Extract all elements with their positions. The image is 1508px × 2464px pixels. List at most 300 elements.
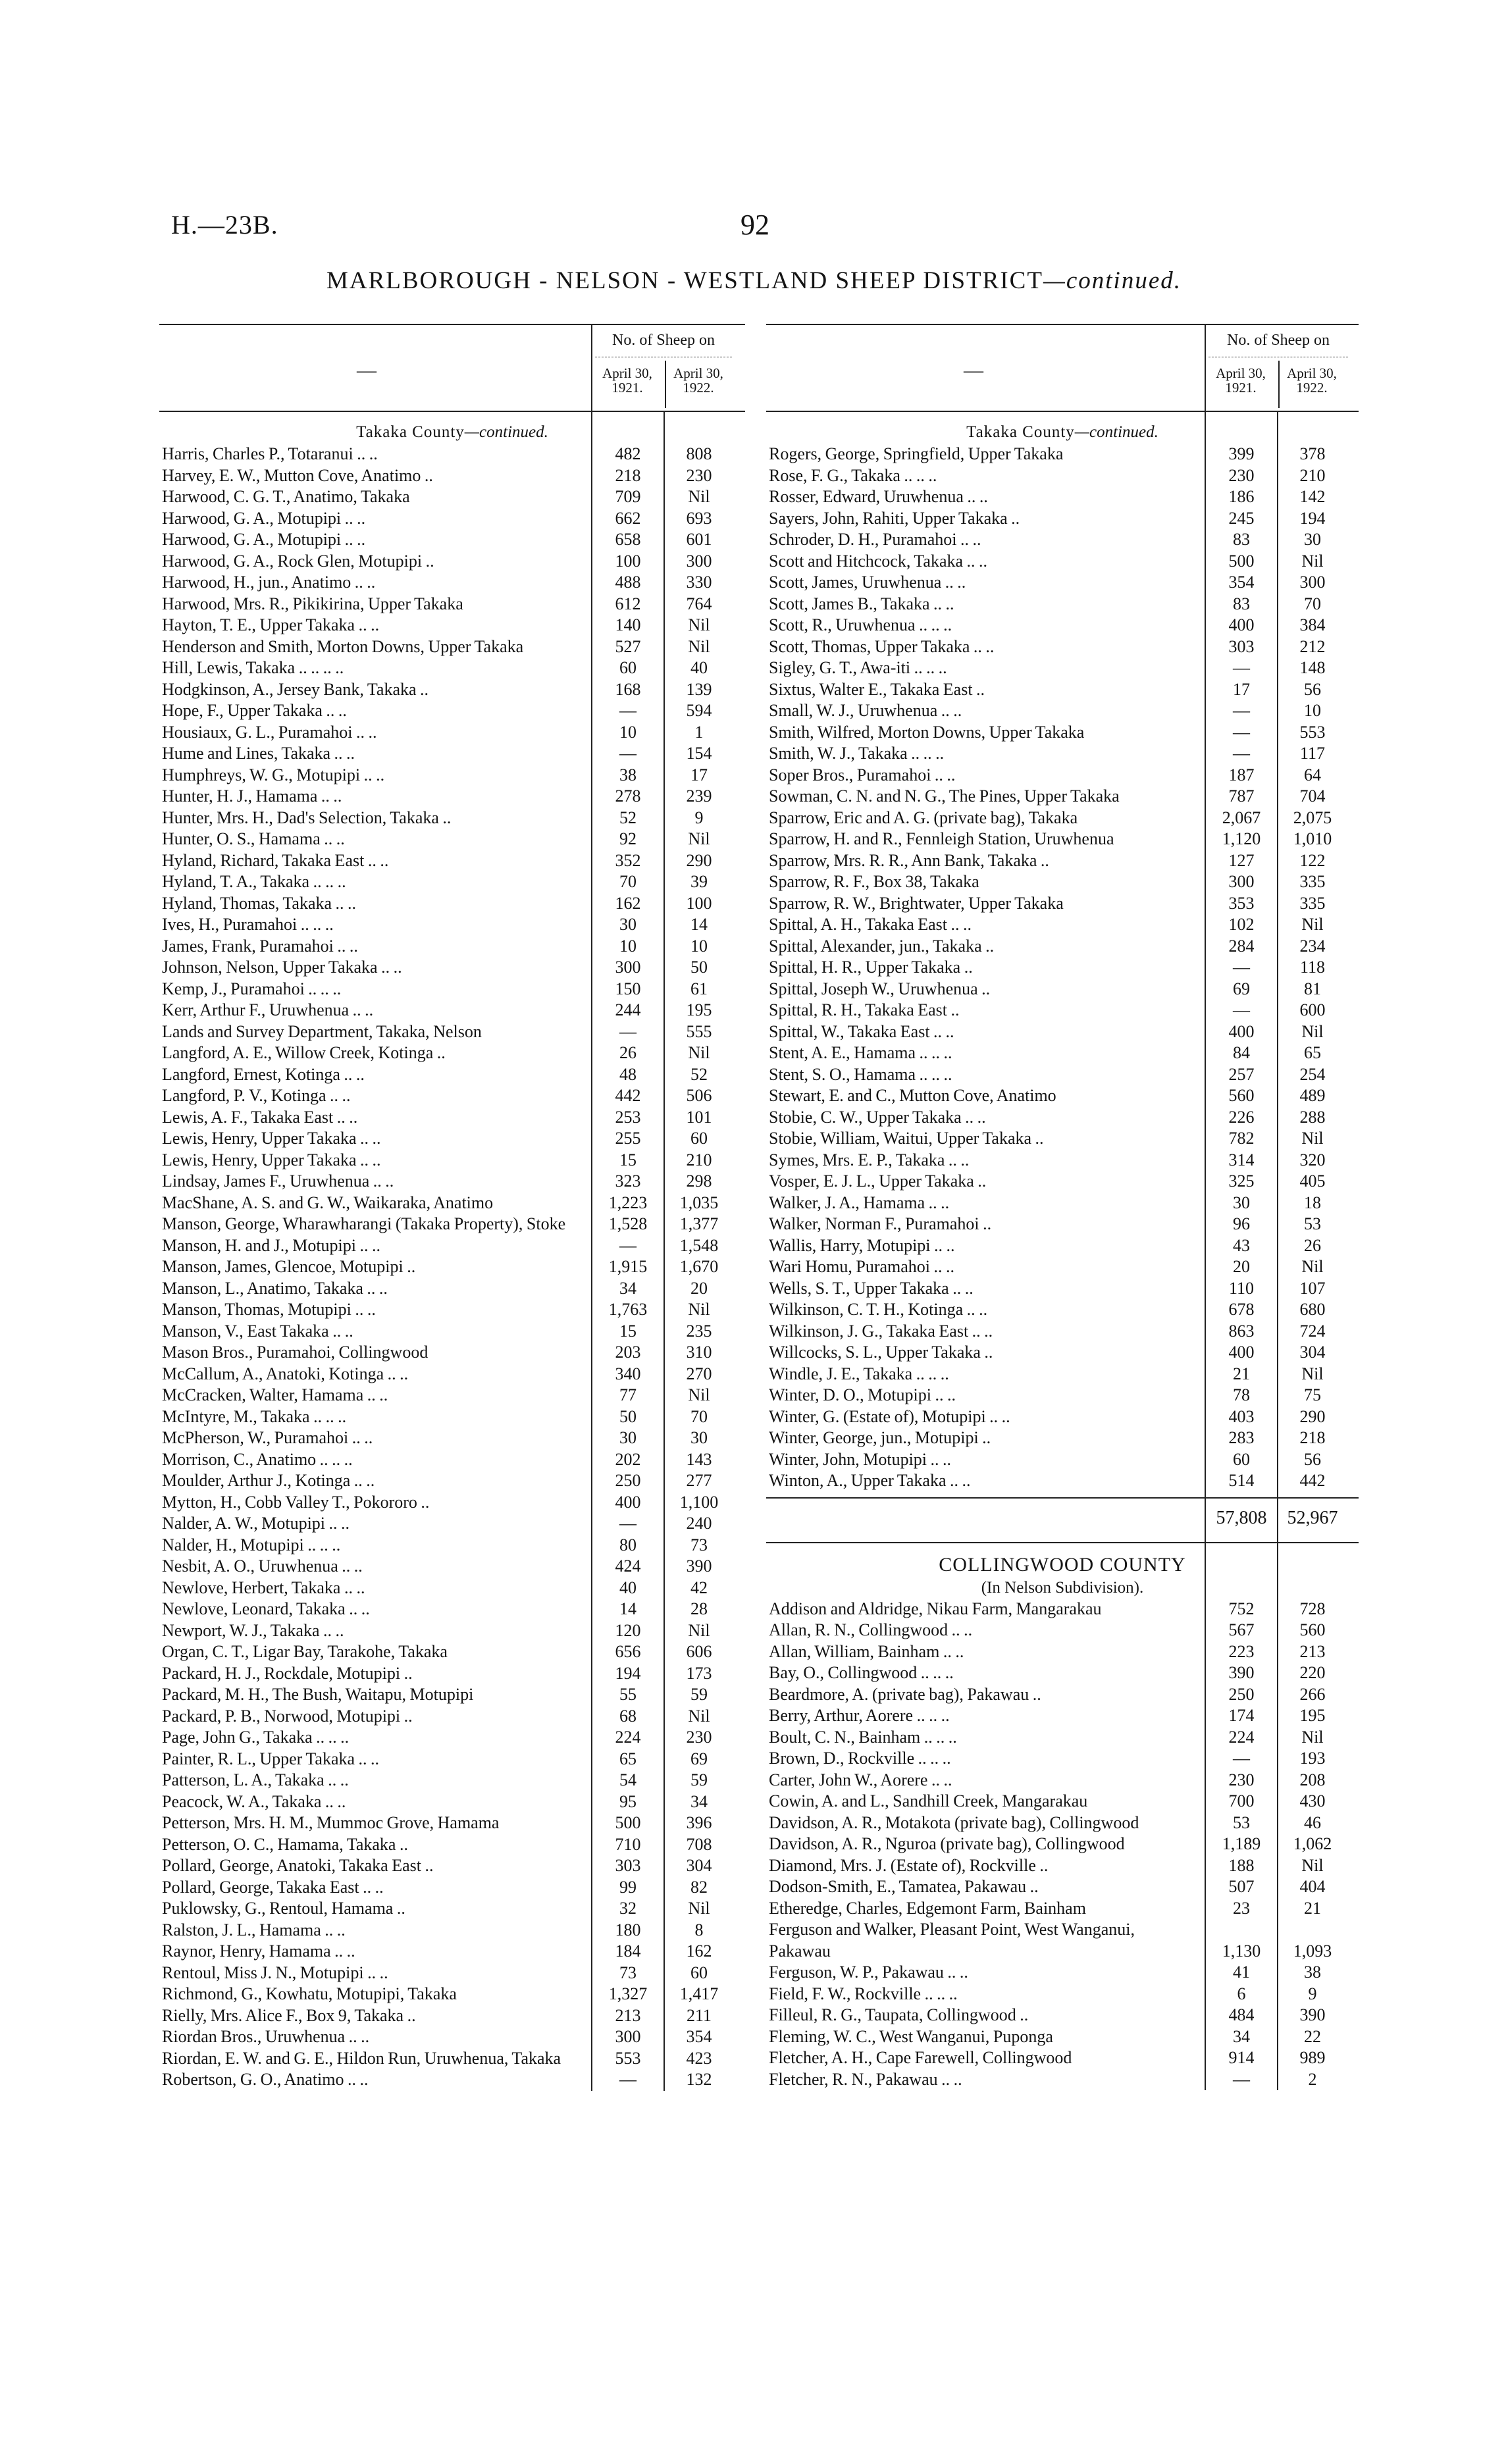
table-row (159, 871, 745, 893)
sheep-1921: 218 (615, 465, 641, 485)
sheep-1922: 17 (690, 765, 708, 784)
sheep-1922: 430 (1299, 1791, 1326, 1810)
sheep-1921: — (619, 1514, 637, 1533)
sheep-1922: 195 (686, 1000, 712, 1019)
table-row (766, 1128, 1359, 1150)
sheep-1921: 15 (619, 1150, 637, 1169)
sheep-1921: 253 (615, 1107, 641, 1127)
total-1922: 52,967 (1287, 1507, 1338, 1528)
table-row (159, 1364, 745, 1385)
sheep-1921: 400 (1228, 1021, 1255, 1041)
table-row (766, 1984, 1359, 2005)
table-row (766, 743, 1359, 765)
sheep-1922: Nil (1301, 915, 1324, 934)
sheep-1921: 553 (615, 2048, 641, 2068)
sheep-1921: 26 (619, 1043, 637, 1062)
page-number: 92 (741, 209, 769, 241)
sheep-1921: 100 (615, 551, 641, 571)
sheep-1922: 290 (686, 850, 712, 870)
sheep-1922: 680 (1299, 1300, 1326, 1319)
table-row (159, 1641, 745, 1663)
sheep-1921: 1,915 (608, 1257, 648, 1276)
table-row (766, 486, 1359, 508)
holder-name: Boult, C. N., Bainham .. .. .. (769, 1727, 957, 1747)
sheep-1921: 43 (1233, 1235, 1250, 1255)
sheep-1921: 83 (1233, 594, 1250, 613)
sheep-1921: 1,528 (608, 1214, 648, 1233)
table-row (766, 1898, 1359, 1920)
sheep-1921: 224 (615, 1728, 641, 1747)
sheep-1921: 403 (1228, 1406, 1255, 1426)
table-row (766, 1599, 1359, 1620)
sheep-1922: 335 (1299, 893, 1326, 913)
table-row (766, 1342, 1359, 1364)
sheep-1922: 8 (694, 1920, 704, 1939)
holder-name: Hunter, H. J., Hamama .. .. (162, 786, 342, 806)
sheep-1921: 60 (1233, 1449, 1250, 1469)
sheep-1921: 187 (1228, 765, 1255, 784)
sheep-count-group-header (1205, 325, 1351, 411)
sheep-1922: Nil (688, 1620, 710, 1640)
holder-name: Winter, D. O., Motupipi .. .. (769, 1385, 956, 1404)
holder-name: Sparrow, Mrs. R. R., Ann Bank, Takaka .. (769, 850, 1049, 870)
sheep-1921: 752 (1228, 1599, 1255, 1618)
sheep-1922: 82 (690, 1877, 708, 1897)
sheep-1922: 218 (1299, 1428, 1326, 1447)
sheep-1922: 38 (1304, 1963, 1321, 1982)
holder-name: Harvey, E. W., Mutton Cove, Anatimo .. (162, 465, 433, 485)
sheep-1922: 808 (686, 444, 712, 463)
sheep-1922: 193 (1299, 1749, 1326, 1768)
sheep-1922: 118 (1299, 958, 1326, 977)
table-row (159, 1321, 745, 1343)
table-row (159, 1385, 745, 1406)
table-row (159, 1427, 745, 1449)
holder-name: Field, F. W., Rockville .. .. .. (769, 1984, 958, 2003)
sheep-1921: 30 (619, 1428, 637, 1447)
sheep-1922: Nil (688, 636, 710, 656)
holder-name: Puklowsky, G., Rentoul, Hamama .. (162, 1899, 405, 1918)
table-row (766, 679, 1359, 701)
sheep-1921: 283 (1228, 1428, 1255, 1447)
table-row (766, 1299, 1359, 1321)
sheep-1922: 230 (686, 1728, 712, 1747)
sheep-1921: 14 (619, 1599, 637, 1618)
holder-name: Packard, H. J., Rockdale, Motupipi .. (162, 1663, 413, 1683)
holder-name: Vosper, E. J. L., Upper Takaka .. (769, 1171, 987, 1191)
table-header (766, 324, 1359, 412)
holder-name: Sparrow, Eric and A. G. (private bag), Takaka (769, 808, 1078, 827)
table-row (766, 1256, 1359, 1278)
table-row (766, 1620, 1359, 1641)
table-row (766, 1107, 1359, 1129)
sheep-1922: 266 (1299, 1684, 1326, 1704)
sheep-1921: 658 (615, 530, 641, 549)
sheep-1922: 724 (1299, 1321, 1326, 1341)
sheep-1922: Nil (1301, 551, 1324, 571)
sheep-1921: 186 (1228, 487, 1255, 506)
sheep-1921: 34 (619, 1278, 637, 1298)
holder-name: Patterson, L. A., Takaka .. .. (162, 1770, 349, 1789)
sheep-1921: 38 (619, 765, 637, 784)
holder-name: Scott and Hitchcock, Takaka .. .. (769, 551, 988, 571)
sheep-1922: 277 (686, 1471, 712, 1490)
sheep-1922: 59 (690, 1685, 708, 1704)
table-row (159, 1342, 745, 1364)
holder-name: Manson, V., East Takaka .. .. (162, 1321, 353, 1341)
table-row (766, 657, 1359, 679)
sheep-1922: 101 (686, 1107, 712, 1127)
holder-name: Soper Bros., Puramahoi .. .. (769, 765, 956, 784)
table-row (159, 2026, 745, 2048)
holder-name: Newport, W. J., Takaka .. .. (162, 1620, 344, 1640)
holder-name: Harwood, H., jun., Anatimo .. .. (162, 573, 376, 592)
sheep-1922: 290 (1299, 1406, 1326, 1426)
table-row (159, 1898, 745, 1920)
sheep-1921: 390 (1228, 1663, 1255, 1682)
table-row (159, 1064, 745, 1086)
table-row (159, 743, 745, 765)
sheep-1921: 1,189 (1222, 1834, 1261, 1853)
sheep-1922: 70 (690, 1406, 708, 1426)
table-row (766, 1321, 1359, 1343)
sheep-1922: 154 (686, 744, 712, 763)
table-row (766, 2069, 1359, 2091)
sheep-1922: 211 (686, 2005, 712, 2025)
table-row (766, 1000, 1359, 1021)
sheep-1921: 188 (1228, 1855, 1255, 1875)
sheep-1922: 30 (1304, 530, 1321, 549)
sheep-1922: 704 (1299, 786, 1326, 806)
table-row (159, 722, 745, 744)
sheep-1922: 64 (1304, 765, 1321, 784)
sheep-1921: 250 (1228, 1684, 1255, 1704)
sheep-1922: 989 (1299, 2048, 1326, 2067)
sheep-1922: 2 (1308, 2069, 1317, 2089)
sheep-1922: 1,417 (679, 1984, 719, 2003)
sheep-1921: 162 (615, 893, 641, 913)
sheep-1921: 30 (619, 915, 637, 934)
sheep-1921: 96 (1233, 1214, 1250, 1233)
holder-name: Beardmore, A. (private bag), Pakawau .. (769, 1684, 1041, 1704)
sheep-1921: 612 (615, 594, 641, 613)
sheep-1922: 298 (686, 1171, 712, 1191)
sheep-1921: 34 (1233, 2026, 1250, 2046)
sheep-1921: 203 (615, 1343, 641, 1362)
table-row (159, 2005, 745, 2027)
table-row (766, 1150, 1359, 1171)
sheep-1921: 48 (619, 1064, 637, 1084)
table-row (159, 486, 745, 508)
sheep-1921: 41 (1233, 1963, 1250, 1982)
holder-name: Lewis, Henry, Upper Takaka .. .. (162, 1150, 381, 1169)
county-name: Takaka County (356, 423, 465, 441)
sheep-1922: 213 (1299, 1641, 1326, 1661)
sheep-1921: 303 (1228, 636, 1255, 656)
table-row (766, 1855, 1359, 1877)
sheep-1921: 488 (615, 573, 641, 592)
holder-name: Winter, John, Motupipi .. .. (769, 1449, 952, 1469)
table-row (159, 1449, 745, 1471)
sheep-1921: 77 (619, 1385, 637, 1404)
sheep-1921: 54 (619, 1770, 637, 1789)
sheep-1921: 10 (619, 936, 637, 956)
table-row (159, 765, 745, 786)
holder-name: Spittal, H. R., Upper Takaka .. (769, 958, 973, 977)
table-row (766, 786, 1359, 808)
sheep-1921: 507 (1228, 1877, 1255, 1896)
holder-name: Rogers, George, Springfield, Upper Takaka (769, 444, 1064, 463)
table-row (159, 1749, 745, 1770)
sheep-1921: 69 (1233, 979, 1250, 998)
sheep-1922: 46 (1304, 1812, 1321, 1832)
sheep-1922: 65 (1304, 1043, 1321, 1062)
sheep-1921: 278 (615, 786, 641, 806)
sheep-1921: 80 (619, 1535, 637, 1554)
sheep-1921: 709 (615, 487, 641, 506)
holder-name: Davidson, A. R., Nguroa (private bag), Collingwood (769, 1834, 1125, 1853)
sheep-1921: 255 (615, 1129, 641, 1148)
sheep-1922: 132 (686, 2070, 712, 2089)
sheep-1921: 194 (615, 1663, 641, 1683)
table-row (159, 1599, 745, 1620)
table-row (766, 1962, 1359, 1984)
sheep-1921: 224 (1228, 1727, 1255, 1747)
table-row (766, 1193, 1359, 1214)
table-row (766, 572, 1359, 594)
holder-name: Lands and Survey Department, Takaka, Nelson (162, 1021, 482, 1041)
holder-name: Hyland, T. A., Takaka .. .. .. (162, 872, 346, 891)
name-column-header: — (964, 359, 983, 381)
table-row (159, 1855, 745, 1877)
table-row (159, 1492, 745, 1514)
sheep-1922: 1,010 (1293, 829, 1332, 848)
sheep-1921: 21 (1233, 1364, 1250, 1383)
sheep-1921: 527 (615, 636, 641, 656)
table-row (159, 1556, 745, 1578)
row-list (159, 444, 745, 2091)
sheep-1921: 99 (619, 1877, 637, 1897)
sheep-1921: 424 (615, 1556, 641, 1576)
sheep-1922: 506 (686, 1086, 712, 1105)
table-row (159, 615, 745, 636)
table-row (159, 1963, 745, 1984)
sheep-1921: 84 (1233, 1043, 1250, 1062)
sheep-1921: 213 (615, 2005, 641, 2025)
table-row (159, 1193, 745, 1214)
sheep-1921: 863 (1228, 1321, 1255, 1341)
holder-name: Scott, James, Uruwhenua .. .. (769, 573, 966, 592)
holder-name: Sparrow, H. and R., Fennleigh Station, Uruwhenua (769, 829, 1114, 848)
sheep-1921: 1,763 (608, 1300, 648, 1319)
sheep-1922: 594 (686, 701, 712, 720)
holder-name: Organ, C. T., Ligar Bay, Tarakohe, Takaka (162, 1642, 448, 1661)
holder-name: Pollard, George, Anatoki, Takaka East .. (162, 1856, 434, 1875)
holder-name: Ralston, J. L., Hamama .. .. (162, 1920, 346, 1939)
sheep-1921: 174 (1228, 1706, 1255, 1725)
holder-name: Hume and Lines, Takaka .. .. (162, 744, 355, 763)
county-suffix: —continued. (464, 423, 548, 441)
holder-name: Manson, H. and J., Motupipi .. .. (162, 1235, 380, 1255)
holder-name: Etheredge, Charles, Edgemont Farm, Bainham (769, 1898, 1086, 1918)
sheep-1921: 257 (1228, 1064, 1255, 1084)
holder-name: Allan, William, Bainham .. .. (769, 1641, 964, 1661)
sheep-1922: 56 (1304, 1449, 1321, 1469)
col-1921-header: April 30, 1921. (1216, 365, 1266, 396)
holder-name: Harwood, G. A., Rock Glen, Motupipi .. (162, 551, 434, 571)
sheep-1922: Nil (688, 1706, 710, 1726)
holder-name: Ferguson, W. P., Pakawau .. .. (769, 1963, 968, 1982)
table-row (766, 1641, 1359, 1663)
table-row (766, 936, 1359, 958)
holder-name: Winton, A., Upper Takaka .. .. (769, 1471, 971, 1490)
sheep-1922: 61 (690, 979, 708, 998)
table-row (766, 1364, 1359, 1385)
sheep-1922: 50 (690, 958, 708, 977)
table-row (766, 1385, 1359, 1406)
sheep-1921: 245 (1228, 508, 1255, 528)
table-row (766, 444, 1359, 465)
sheep-1921: 17 (1233, 679, 1250, 699)
holder-name: Peacock, W. A., Takaka .. .. (162, 1791, 346, 1811)
sheep-1922: 162 (686, 1941, 712, 1961)
table-header (159, 324, 745, 412)
table-row (766, 508, 1359, 530)
sheep-1921: 656 (615, 1642, 641, 1661)
table-row (159, 1171, 745, 1193)
holder-name: Stewart, E. and C., Mutton Cove, Anatimo (769, 1086, 1056, 1105)
sheep-1921: 32 (619, 1899, 637, 1918)
table-row (766, 808, 1359, 829)
table-row (766, 914, 1359, 936)
sheep-1922: 1,100 (679, 1492, 719, 1512)
holder-name: Stent, S. O., Hamama .. .. .. (769, 1064, 952, 1084)
table-row (159, 1834, 745, 1856)
table-row (766, 1021, 1359, 1043)
table-row (766, 1406, 1359, 1428)
table-row (766, 893, 1359, 915)
sheep-1921: 340 (615, 1364, 641, 1383)
sheep-1922: 21 (1304, 1898, 1321, 1918)
table-row (159, 1278, 745, 1300)
table-body (766, 412, 1359, 2090)
table-row (159, 657, 745, 679)
holder-name: Rielly, Mrs. Alice F., Box 9, Takaka .. (162, 2005, 416, 2025)
holder-name: Sparrow, R. W., Brightwater, Upper Takaka (769, 893, 1064, 913)
sheep-1922: 148 (1299, 658, 1326, 677)
name-column-header: — (357, 359, 377, 381)
table-row (159, 636, 745, 658)
sheep-1921: 140 (615, 615, 641, 634)
sheep-1922: 42 (690, 1578, 708, 1597)
sheep-1921: 484 (1228, 2005, 1255, 2024)
holder-name: Stobie, C. W., Upper Takaka .. .. (769, 1107, 986, 1127)
table-row (766, 2026, 1359, 2048)
table-row (766, 765, 1359, 786)
sheep-1921: 244 (615, 1000, 641, 1019)
holder-name: Nalder, A. W., Motupipi .. .. (162, 1514, 350, 1533)
table-row (159, 700, 745, 722)
sheep-1922: 378 (1299, 444, 1326, 463)
sheep-count-group-header (591, 325, 735, 411)
sheep-1922: 60 (690, 1963, 708, 1982)
table-row (159, 914, 745, 936)
sheep-1922: 194 (1299, 508, 1326, 528)
sheep-1921: 230 (1228, 465, 1255, 485)
col-1922-header: April 30, 1922. (665, 361, 731, 408)
table-row (766, 529, 1359, 551)
table-row (159, 808, 745, 829)
holder-name: Newlove, Herbert, Takaka .. .. (162, 1578, 365, 1597)
sheep-1922: 354 (686, 2027, 712, 2046)
sheep-1921: 352 (615, 850, 641, 870)
sheep-1921: 226 (1228, 1107, 1255, 1127)
table-row (159, 2048, 745, 2070)
holder-name: Pollard, George, Takaka East .. .. (162, 1877, 384, 1897)
sheep-1922: 56 (1304, 679, 1321, 699)
sheep-1922: 208 (1299, 1770, 1326, 1789)
holder-name: Fleming, W. C., West Wanganui, Puponga (769, 2026, 1053, 2046)
holder-name: Kerr, Arthur F., Uruwhenua .. .. (162, 1000, 374, 1019)
sheep-1922: 28 (690, 1599, 708, 1618)
table-row (159, 1085, 745, 1107)
sheep-1922: 235 (686, 1321, 712, 1341)
sheep-1922: 764 (686, 594, 712, 613)
table-row (159, 508, 745, 530)
sheep-1922: 40 (690, 658, 708, 677)
table-row (159, 1941, 745, 1963)
sheep-1921: 120 (615, 1620, 641, 1640)
table-row (766, 636, 1359, 658)
table-row (766, 871, 1359, 893)
table-row (766, 1727, 1359, 1749)
sheep-1922: 18 (1304, 1193, 1321, 1212)
sheep-1921: 60 (619, 658, 637, 677)
sheep-1921: 127 (1228, 850, 1255, 870)
table-row (766, 1705, 1359, 1727)
row-list (766, 444, 1359, 1492)
county-heading: COLLINGWOOD COUNTY (939, 1553, 1186, 1576)
sheep-1922: 330 (686, 573, 712, 592)
table-row (766, 1919, 1359, 1962)
county-suffix: —continued. (1074, 423, 1158, 441)
sheep-1921: 250 (615, 1471, 641, 1490)
table-row (159, 1812, 745, 1834)
sheep-1922: 1,670 (679, 1257, 719, 1276)
table-row (159, 1256, 745, 1278)
sheep-1921: — (1233, 701, 1250, 720)
sheep-1922: 396 (686, 1813, 712, 1832)
sheep-1922: 122 (1299, 850, 1326, 870)
holder-name: Bay, O., Collingwood .. .. .. (769, 1663, 954, 1682)
sheep-1922: 117 (1299, 744, 1326, 763)
sheep-1921: 914 (1228, 2048, 1255, 2067)
sheep-1922: 195 (1299, 1706, 1326, 1725)
sheep-1921: 55 (619, 1685, 637, 1704)
holder-name: Stobie, William, Waitui, Upper Takaka .. (769, 1129, 1044, 1148)
table-row (159, 679, 745, 701)
table-row (159, 529, 745, 551)
sheep-1921: 73 (619, 1963, 637, 1982)
holder-name: Stent, A. E., Hamama .. .. .. (769, 1043, 952, 1062)
sheep-1922: 2,075 (1293, 808, 1332, 827)
holder-name: Langford, P. V., Kotinga .. .. (162, 1086, 351, 1105)
table-row (159, 2069, 745, 2091)
table-row (159, 1984, 745, 2005)
sheep-1922: 254 (1299, 1064, 1326, 1084)
holder-name: Painter, R. L., Upper Takaka .. .. (162, 1749, 380, 1768)
group-title: No. of Sheep on (1227, 332, 1330, 349)
